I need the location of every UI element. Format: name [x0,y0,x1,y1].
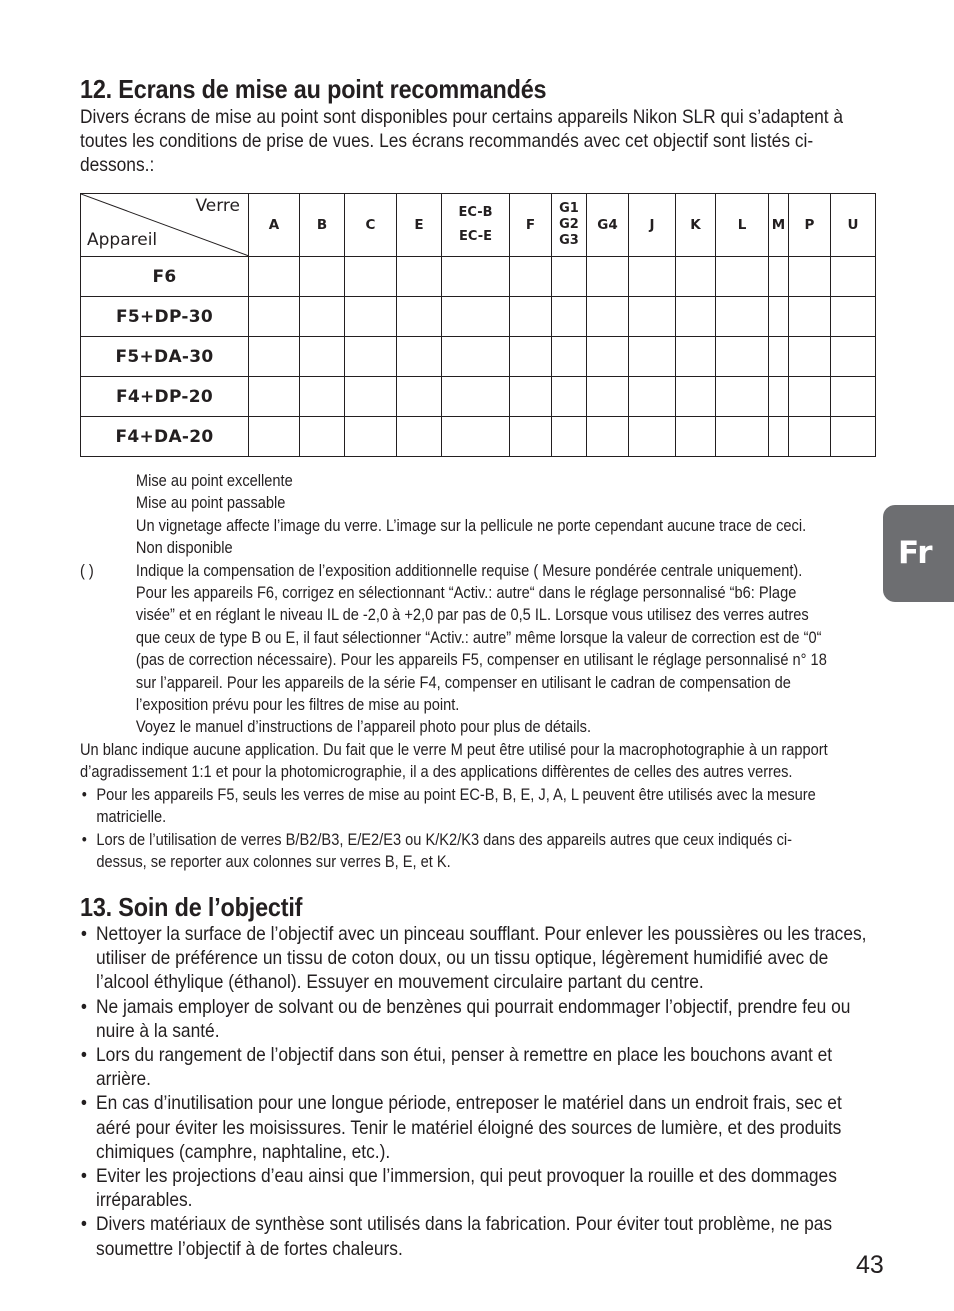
table-cell [345,297,397,337]
table-cell [249,257,300,297]
table-cell [397,297,442,337]
table-cell [587,377,629,417]
table-cell [552,297,587,337]
row-header-camera: F4+DP-20 [81,377,249,417]
table-notes [80,470,837,873]
table-cell [552,377,587,417]
table-cell [510,377,552,417]
legend-excellent: Mise au point excellente [135,471,293,490]
column-header: L [716,194,769,257]
column-header-line: G1 [559,201,579,216]
language-tab [883,505,954,602]
page-number: 43 [856,1251,884,1279]
table-cell [397,377,442,417]
table-row [81,257,876,297]
table-row [81,297,876,337]
table-cell [442,377,510,417]
table-cell [397,337,442,377]
table-cell [831,377,876,417]
table-cell [716,377,769,417]
table-row [81,377,876,417]
table-cell [831,417,876,457]
column-header: C [345,194,397,257]
table-cell [300,337,345,377]
legend-parenthesis [80,560,837,717]
legend-unavailable: Non disponible [135,538,233,558]
legend-manual: Voyez le manuel d’instructions de l’appareil photo pour plus de détails. [135,717,592,737]
table-cell [587,417,629,457]
column-header-line: EC-E [459,229,492,244]
table-cell [716,257,769,297]
table-cell [769,337,789,377]
list-item: • En cas d’inutilisation pour une longue période, entreposer le matériel dans un endroit frais, sec et aéré pour éviter les moisissures. Tenir le matériel éloigné des sources de lumière, et des produits chimiques (camphre, naphtaline, etc.). [80,1091,874,1164]
table-cell [789,337,831,377]
column-header: A [249,194,300,257]
table-cell [345,417,397,457]
table-cell [629,337,676,377]
table-cell [442,417,510,457]
table-cell [300,377,345,417]
table-cell [831,337,876,377]
table-cell [716,337,769,377]
table-cell [345,337,397,377]
column-header: K [676,194,716,257]
table-cell [716,297,769,337]
table-cell [442,297,510,337]
focusing-screen-table [80,193,876,457]
table-cell [716,417,769,457]
table-cell [345,257,397,297]
table-cell [789,257,831,297]
column-header: P [789,194,831,257]
table-cell [442,337,510,377]
blank-note: Un blanc indique aucune application. Du fait que le verre M peut être utilisé pour la macrophotographie à un rapport d’agradissement 1:1 et pour la photomicrographie, il a des applications diffèrentes de celles des autres verres. [80,739,828,782]
language-tab-label: Fr [898,535,933,571]
column-header: M [769,194,789,257]
row-header-camera: F4+DA-20 [81,417,249,457]
table-cell [831,297,876,337]
parenthesis-text: Indique la compensation de l’exposition additionnelle requise ( Mesure pondérée centrale uniquement). Pour les appareils F6, corrigez en sélectionnant “Activ.: autre“ dans le réglage personnalisé “b6: Plage visée” et en réglant le niveau IL de -2,0 à +2,0 par pas de 0,5 IL. Lorsque vous utilisez des verres autres que ceux de type B ou E, il faut sélectionner “Activ.: autre” même lorsque la valeur de correction est de “0“ (pas de correction nécessaire). Pour les appareils F5, compenser en utilisant le réglage personnalisé n° 18 sur l’appareil. Pour les appareils de la série F4, compenser en utilisant le cadran de compensation de l’exposition prévu pour les filtres de mise au point. [135,560,827,715]
table-cell [249,377,300,417]
table-cell [300,257,345,297]
list-item: • Divers matériaux de synthèse sont utilisés dans la fabrication. Pour éviter tout problème, ne pas soumettre l’objectif à de fortes chaleurs. [80,1212,874,1260]
corner-label-appareil: Appareil [87,230,158,250]
table-cell [629,297,676,337]
table-cell [345,377,397,417]
table-row [81,417,876,457]
table-cell [552,257,587,297]
corner-label-verre: Verre [195,196,240,216]
list-item: • Eviter les projections d’eau ainsi que l’immersion, qui peut provoquer la rouille et des dommages irréparables. [80,1164,874,1212]
list-item: • Lors du rangement de l’objectif dans son étui, penser à remettre en place les bouchons avant et arrière. [80,1043,874,1091]
table-cell [769,257,789,297]
table-cell [676,337,716,377]
list-item: • Nettoyer la surface de l’objectif avec un pinceau soufflant. Pour enlever les poussières ou les traces, utiliser de préférence un tissu de coton doux, ou un tissu optique, légèrement humidifié avec de l’alcool éthylique (éthanol). Essuyer en mouvement circulaire partant du centre. [80,922,874,995]
section-13-title: 13. Soin de l’objectif [80,892,303,922]
table-cell [300,417,345,457]
table-cell [769,377,789,417]
legend-passable: Mise au point passable [135,493,286,513]
table-cell [249,337,300,377]
table-cell [831,257,876,297]
row-header-camera: F6 [81,257,249,297]
table-cell [769,417,789,457]
table-cell [300,297,345,337]
column-header: U [831,194,876,257]
table-cell [552,337,587,377]
row-header-camera: F5+DA-30 [81,337,249,377]
table-cell [510,417,552,457]
table-cell [789,417,831,457]
table-cell [249,297,300,337]
column-header: E [397,194,442,257]
table-cell [510,257,552,297]
table-cell [789,297,831,337]
table-cell [769,297,789,337]
column-header: G4 [587,194,629,257]
table-cell [676,417,716,457]
table-cell [510,337,552,377]
note-bullet: • Lors de l’utilisation de verres B/B2/B3, E/E2/E3 ou K/K2/K3 dans des appareils autres que ceux indiqués ci-dessus, se reporter aux colonnes sur verres B, E, et K. [80,829,837,874]
table-cell [552,417,587,457]
legend-vignetting: Un vignetage affecte l’image du verre. L’image sur la pellicule ne porte cependant aucune trace de ceci. [135,515,807,535]
table-cell [397,417,442,457]
column-header-line: G2 [559,217,579,232]
table-corner-cell [81,194,249,257]
table-cell [629,417,676,457]
table-cell [249,417,300,457]
table-cell [397,257,442,297]
column-header-line: EC-B [458,205,493,220]
column-header: F [510,194,552,257]
table-cell [629,377,676,417]
column-header [442,194,510,257]
table-cell [676,297,716,337]
table-header-row [81,194,876,257]
table-cell [442,257,510,297]
table-cell [587,257,629,297]
table-cell [629,257,676,297]
table-cell [587,297,629,337]
parenthesis-symbol: ( ) [80,560,94,580]
table-row [81,337,876,377]
table-cell [587,337,629,377]
table-cell [676,257,716,297]
table-cell [676,377,716,417]
lens-care-list [80,922,874,1261]
column-header-line: G3 [559,233,579,248]
table-cell [510,297,552,337]
row-header-camera: F5+DP-30 [81,297,249,337]
section-12-intro: Divers écrans de mise au point sont disponibles pour certains appareils Nikon SLR qui s’adaptent à toutes les conditions de prise de vues. Les écrans recommandés avec cet objectif sont listés ci-dessons.: [80,106,844,176]
note-bullet: • Pour les appareils F5, seuls les verres de mise au point EC-B, B, E, J, A, L peuvent être utilisés avec la mesure matricielle. [80,784,837,829]
column-header: B [300,194,345,257]
column-header [552,194,587,257]
column-header: J [629,194,676,257]
table-cell [789,377,831,417]
section-12-title: 12. Ecrans de mise au point recommandés [80,74,547,104]
list-item: • Ne jamais employer de solvant ou de benzènes qui pourrait endommager l’objectif, prendre feu ou nuire à la santé. [80,995,874,1043]
